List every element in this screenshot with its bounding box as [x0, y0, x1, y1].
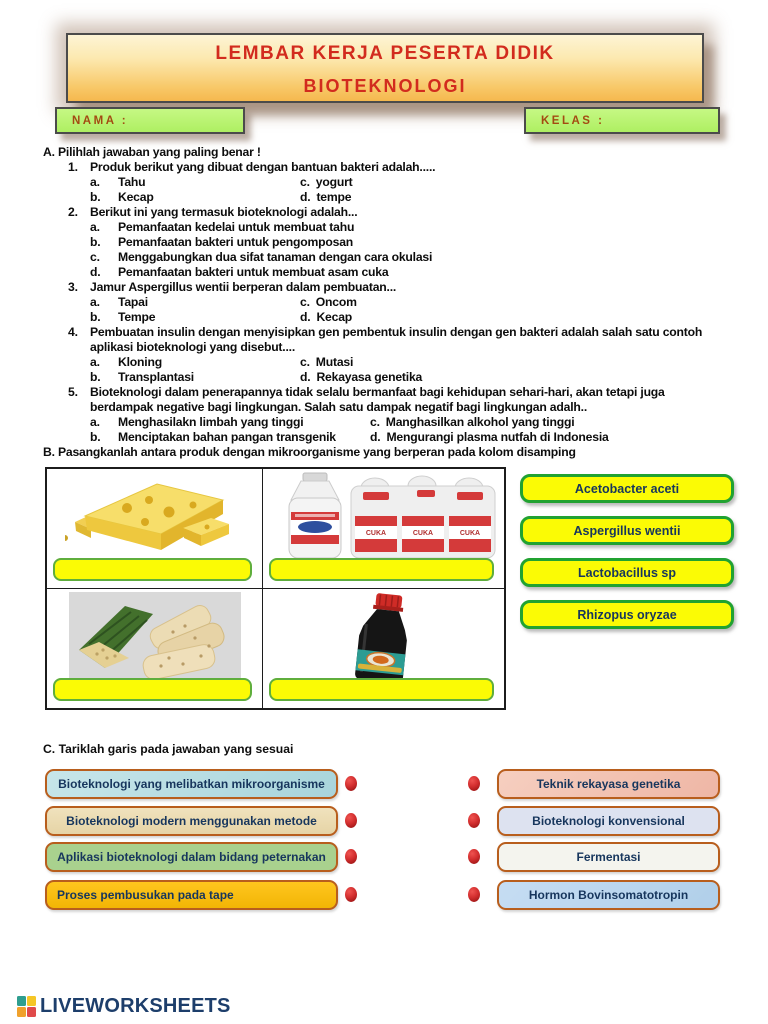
question-text: Bioteknologi dalam penerapannya tidak selalu bermanfaat bagi kehidupan sehari-hari, akan tetapi juga	[90, 385, 665, 399]
question-5	[43, 385, 758, 400]
option-letter: d.	[300, 310, 311, 324]
option-letter: a.	[90, 295, 100, 309]
svg-text:CUKA: CUKA	[459, 530, 480, 537]
question-4	[43, 325, 758, 340]
section-c-heading: C. Tariklah garis pada jawaban yang sesuai	[43, 742, 294, 756]
option-text[interactable]: Kecap	[316, 310, 353, 324]
question-1	[43, 160, 758, 175]
label-aspergillus-wentii: Aspergillus wentii	[520, 516, 734, 545]
microorganism-labels	[520, 474, 734, 642]
cheese-image	[47, 472, 262, 558]
table-cell-cheese	[47, 469, 263, 589]
question-5-options-row	[43, 430, 758, 445]
option-letter: d.	[300, 190, 311, 204]
option-letter: c.	[370, 415, 380, 429]
question-text: Pembuatan insulin dengan menyisipkan gen pembentuk insulin dengan gen bakteri adalah salah satu contoh	[90, 325, 703, 339]
option-text[interactable]: Tahu	[118, 175, 146, 189]
option-letter: c.	[90, 250, 100, 264]
option-text[interactable]: Oncom	[315, 295, 357, 309]
svg-text:CUKA: CUKA	[412, 530, 433, 537]
question-3-options-row	[43, 310, 758, 325]
label-rhizopus-oryzae: Rhizopus oryzae	[520, 600, 734, 629]
question-4-options-row	[43, 355, 758, 370]
liveworksheets-logo[interactable]	[17, 995, 231, 1018]
match-left-modern: Bioteknologi modern menggunakan metode	[45, 806, 338, 836]
option-letter: a.	[90, 175, 100, 189]
option-letter: b.	[90, 370, 101, 384]
question-2-option	[43, 235, 758, 250]
question-4-options-row	[43, 370, 758, 385]
connector-dot-left-4[interactable]	[345, 887, 357, 902]
tempeh-image	[47, 592, 262, 682]
question-text: Jamur Aspergillus wentii berperan dalam pembuatan...	[90, 280, 397, 294]
question-3	[43, 280, 758, 295]
option-letter: c.	[300, 175, 310, 189]
section-a	[43, 145, 758, 460]
option-letter: a.	[90, 415, 100, 429]
option-text[interactable]: Manghasilkan alkohol yang tinggi	[385, 415, 575, 429]
match-right-konvensional: Bioteknologi konvensional	[497, 806, 720, 836]
match-right-rekayasa: Teknik rekayasa genetika	[497, 769, 720, 799]
nama-label: NAMA :	[72, 114, 129, 127]
option-text[interactable]: Transplantasi	[118, 370, 194, 384]
option-letter: a.	[90, 220, 100, 234]
option-text[interactable]: Kloning	[118, 355, 162, 369]
kelas-label: KELAS :	[541, 114, 605, 127]
vinegar-bottles-image	[263, 472, 504, 560]
answer-input-tempeh[interactable]	[53, 678, 252, 701]
option-text[interactable]: Mengurangi plasma nutfah di Indonesia	[386, 430, 609, 444]
connector-dot-right-4[interactable]	[468, 887, 480, 902]
connector-dot-left-1[interactable]	[345, 776, 357, 791]
question-5-continued: berdampak negative bagi lingkungan. Salah satu dampak negatif bagi lingkungan adalh..	[90, 400, 588, 414]
section-b-heading: B. Pasangkanlah antara produk dengan mikroorganisme yang berperan pada kolom disamping	[43, 445, 576, 459]
option-text[interactable]: Pemanfaatan bakteri untuk membuat asam cuka	[118, 265, 389, 279]
option-letter: b.	[90, 310, 101, 324]
liveworksheets-logo-text: LIVEWORKSHEETS	[40, 995, 231, 1017]
option-letter: b.	[90, 190, 101, 204]
question-number: 5.	[68, 385, 78, 399]
option-text[interactable]: tempe	[316, 190, 352, 204]
question-3-options-row	[43, 295, 758, 310]
question-2-option	[43, 250, 758, 265]
product-matching-table	[45, 467, 506, 710]
question-number: 2.	[68, 205, 78, 219]
option-text[interactable]: Menciptakan bahan pangan transgenik	[118, 430, 336, 444]
question-2-option	[43, 220, 758, 235]
option-letter: d.	[90, 265, 101, 279]
option-text[interactable]: Rekayasa genetika	[316, 370, 423, 384]
worksheet-title: LEMBAR KERJA PESERTA DIDIK	[215, 43, 555, 64]
option-text[interactable]: Menghasilakn limbah yang tinggi	[118, 415, 304, 429]
question-1-options-row	[43, 190, 758, 205]
match-right-fermentasi: Fermentasi	[497, 842, 720, 872]
option-letter: d.	[300, 370, 311, 384]
liveworksheets-grid-icon	[17, 996, 37, 1018]
table-cell-soy-sauce	[263, 589, 504, 708]
option-letter: a.	[90, 355, 100, 369]
worksheet-subtitle: BIOTEKNOLOGI	[303, 76, 467, 96]
option-text[interactable]: yogurt	[315, 175, 353, 189]
option-text[interactable]: Pemanfaatan kedelai untuk membuat tahu	[118, 220, 355, 234]
connector-dot-right-1[interactable]	[468, 776, 480, 791]
worksheet-header	[66, 33, 704, 103]
option-text[interactable]: Mutasi	[315, 355, 354, 369]
question-number: 4.	[68, 325, 78, 339]
match-left-mikroorganisme: Bioteknologi yang melibatkan mikroorganisme	[45, 769, 338, 799]
option-letter: b.	[90, 430, 101, 444]
option-letter: d.	[370, 430, 381, 444]
question-text: Berikut ini yang termasuk bioteknologi adalah...	[90, 205, 358, 219]
option-text[interactable]: Pemanfaatan bakteri untuk pengomposan	[118, 235, 354, 249]
option-text[interactable]: Tempe	[118, 310, 156, 324]
question-2-option	[43, 265, 758, 280]
question-text: Produk berikut yang dibuat dengan bantuan bakteri adalah.....	[90, 160, 436, 174]
table-cell-tempeh	[47, 589, 263, 708]
match-right-hormon: Hormon Bovinsomatotropin	[497, 880, 720, 910]
svg-text:CUKA: CUKA	[365, 530, 386, 537]
kelas-field[interactable]	[524, 107, 720, 134]
label-lactobacillus-sp: Lactobacillus sp	[520, 558, 734, 587]
option-letter: c.	[300, 295, 310, 309]
option-text[interactable]: Menggabungkan dua sifat tanaman dengan cara okulasi	[118, 250, 433, 264]
option-text[interactable]: Tapai	[118, 295, 148, 309]
match-left-tape: Proses pembusukan pada tape	[45, 880, 338, 910]
nama-field[interactable]	[55, 107, 245, 134]
connector-dot-right-3[interactable]	[468, 849, 480, 864]
option-letter: b.	[90, 235, 101, 249]
question-number: 1.	[68, 160, 78, 174]
answer-input-soy-sauce[interactable]	[269, 678, 494, 701]
question-2	[43, 205, 758, 220]
section-a-heading: A. Pilihlah jawaban yang paling benar !	[43, 145, 261, 159]
match-left-peternakan: Aplikasi bioteknologi dalam bidang peternakan	[45, 842, 338, 872]
option-text[interactable]: Kecap	[118, 190, 154, 204]
table-cell-vinegar	[263, 469, 504, 589]
question-5-options-row	[43, 415, 758, 430]
label-acetobacter-aceti: Acetobacter aceti	[520, 474, 734, 503]
answer-input-vinegar[interactable]	[269, 558, 494, 581]
connector-dot-left-3[interactable]	[345, 849, 357, 864]
connector-dot-right-2[interactable]	[468, 813, 480, 828]
question-4-continued: aplikasi bioteknologi yang disebut....	[90, 340, 296, 354]
answer-input-cheese[interactable]	[53, 558, 252, 581]
connector-dot-left-2[interactable]	[345, 813, 357, 828]
option-letter: c.	[300, 355, 310, 369]
question-1-options-row	[43, 175, 758, 190]
soy-sauce-bottle-image	[263, 592, 504, 684]
question-number: 3.	[68, 280, 78, 294]
